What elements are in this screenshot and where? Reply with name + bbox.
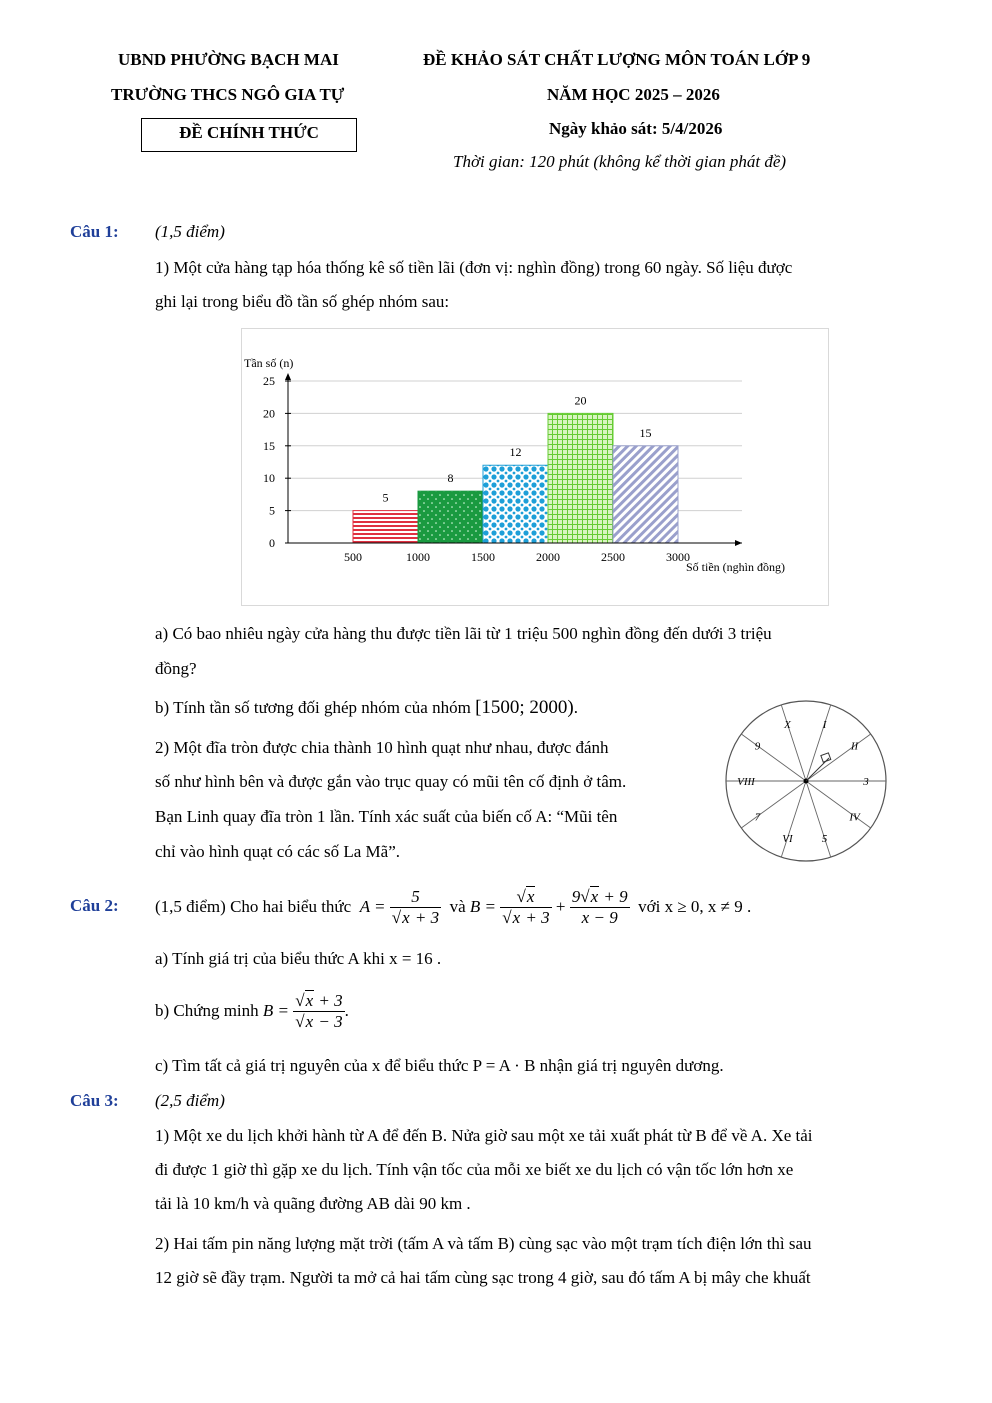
expr-B2-num: 9√x + 9 (571, 886, 628, 906)
exam-duration: Thời gian: 120 phút (không kể thời gian phát đề) (453, 152, 787, 171)
q1-label: Câu 1: (70, 222, 119, 241)
bar-value-label: 8 (447, 471, 454, 486)
spinner-wheel (721, 696, 891, 866)
expr-B-fraction2 (570, 887, 630, 928)
expr-A-fraction (390, 887, 441, 928)
q2-b-lhs: B = (262, 1001, 290, 1020)
q1-part2-line1: 2) Một đĩa tròn được chia thành 10 hình quạt như nhau, được đánh (155, 738, 609, 757)
q2-b-fraction (293, 991, 344, 1032)
wheel-sector-label: 3 (863, 776, 869, 788)
q2-intro: (1,5 điểm) Cho hai biểu thức (155, 897, 352, 916)
bar-value-label: 20 (574, 393, 587, 408)
y-axis-label: Tần số (n) (244, 356, 294, 370)
q2-b-line: b) Chứng minh B = $\frac{√x + 3}{√x - 3}$ . (155, 990, 349, 1031)
q3-part1-line2: đi được 1 giờ thì gặp xe du lịch. Tính vận tốc của mỗi xe biết xe du lịch có vận tốc lớn hơn xe (155, 1160, 794, 1179)
wheel-sector-label: VIII (737, 776, 755, 788)
x-tick-label: 3000 (666, 550, 690, 564)
expr-A-den: √x + 3 (391, 907, 440, 927)
histogram-bar (483, 465, 548, 543)
wheel-sector-label: I (822, 718, 827, 731)
x-axis-arrow-icon (735, 540, 742, 546)
expr-B1-num: √x (500, 887, 551, 908)
expr-B1-den: √x + 3 (502, 907, 550, 927)
q1-part2-line4: chỉ vào hình quạt có các số La Mã”. (155, 842, 400, 861)
wheel-sector-label: X (784, 718, 791, 731)
y-axis-arrow-icon (285, 373, 291, 380)
q1-part1-line1: 1) Một cửa hàng tạp hóa thống kê số tiền lãi (đơn vị: nghìn đồng) trong 60 ngày. Số liệu được (155, 258, 793, 277)
q3-part2-line2: 12 giờ sẽ đầy trạm. Người ta mở cả hai tấm cùng sạc trong 4 giờ, sau đó tấm A bị mây che khuất (155, 1268, 811, 1287)
q1-points: (1,5 điểm) (155, 222, 225, 241)
histogram-bar (353, 511, 418, 543)
wheel-sector-label: 5 (821, 833, 828, 846)
q2-b-den: √x − 3 (295, 1011, 343, 1031)
q3-points: (2,5 điểm) (155, 1091, 225, 1110)
expr-A-num: 5 (390, 887, 441, 908)
q1-a-line2: đồng? (155, 659, 197, 678)
school-district: UBND PHƯỜNG BẠCH MAI (118, 50, 339, 69)
y-tick-label: 10 (263, 471, 275, 486)
histogram-chart (242, 329, 828, 605)
q1-b-interval: [1500; 2000) (475, 697, 574, 718)
bar-value-label: 5 (382, 490, 389, 505)
q1-part2-line3: Bạn Linh quay đĩa tròn 1 lần. Tính xác suất của biến cố A: “Mũi tên (155, 807, 618, 826)
exam-date: Ngày khảo sát: 5/4/2026 (549, 119, 723, 138)
and-word: và (449, 897, 466, 916)
q1-part1-line2: ghi lại trong biểu đồ tần số ghép nhóm sau: (155, 292, 450, 311)
histogram-bar (418, 491, 483, 543)
q1-b-text: b) Tính tần số tương đối ghép nhóm của nhóm (155, 698, 471, 717)
x-axis-label: Số tiền (nghìn đồng) (686, 560, 785, 574)
expr-B-lhs: B = (469, 897, 497, 916)
q2-c: c) Tìm tất cả giá trị nguyên của x để biểu thức P = A · B nhận giá trị nguyên dương. (155, 1056, 724, 1075)
school-year: NĂM HỌC 2025 – 2026 (547, 85, 720, 104)
y-tick-label: 20 (263, 406, 275, 421)
histogram-bar (613, 446, 678, 543)
x-tick-label: 1500 (471, 550, 495, 564)
q3-part1-line3: tải là 10 km/h và quãng đường AB dài 90 km . (155, 1194, 471, 1213)
expr-B2-den: x − 9 (581, 907, 618, 927)
q3-label: Câu 3: (70, 1091, 119, 1110)
wheel-sector-label: II (850, 740, 859, 753)
q3-part2-line1: 2) Hai tấm pin năng lượng mặt trời (tấm A và tấm B) cùng sạc vào một trạm tích điện lớn thì sau (155, 1234, 812, 1253)
q2-b-num: √x + 3 (295, 990, 343, 1010)
q3-part1-line1: 1) Một xe du lịch khởi hành từ A để đến B. Nửa giờ sau một xe tải xuất phát từ B để về A. Xe tải (155, 1126, 813, 1145)
q2-condition: với x ≥ 0, x ≠ 9 . (638, 897, 752, 916)
x-tick-label: 1000 (406, 550, 430, 564)
wheel-sector-label: VI (782, 833, 793, 846)
bar-value-label: 12 (509, 445, 522, 460)
wheel-sector-label: IV (849, 811, 860, 824)
histogram-chart-frame (241, 328, 829, 606)
y-tick-label: 0 (269, 536, 275, 550)
expr-B-fraction1 (500, 887, 551, 928)
official-exam-box: ĐỀ CHÍNH THỨC (141, 118, 357, 152)
bar-value-label: 15 (639, 425, 652, 440)
y-tick-label: 15 (263, 438, 275, 453)
histogram-bar (548, 413, 613, 543)
x-tick-label: 2000 (536, 550, 560, 564)
q1-a-line1: a) Có bao nhiêu ngày cửa hàng thu được tiền lãi từ 1 triệu 500 nghìn đồng đến dưới 3 triệu (155, 624, 772, 643)
y-tick-label: 25 (263, 374, 275, 388)
q2-a: a) Tính giá trị của biểu thức A khi x = 16 . (155, 949, 442, 968)
x-tick-label: 500 (344, 550, 362, 564)
exam-title: ĐỀ KHẢO SÁT CHẤT LƯỢNG MÔN TOÁN LỚP 9 (423, 50, 811, 69)
q2-b-text: b) Chứng minh (155, 1001, 259, 1020)
q2-intro-line: (1,5 điểm) Cho hai biểu thức A = $\frac{5}{√x + 3}$ và B = $\frac{√x}{√x + 3}$ + $\frac{9√x + 9}{x - 9}$ với x ≥ 0, x ≠ 9 . (155, 886, 752, 927)
y-tick-label: 5 (269, 503, 275, 518)
wheel-sector-label: 7 (754, 811, 761, 824)
expr-A-lhs: A = (359, 897, 386, 916)
wheel-sector-label: 9 (754, 740, 761, 753)
q1-b-line: b) Tính tần số tương đối ghép nhóm của nhóm [1500; 2000). (155, 697, 579, 718)
q2-label: Câu 2: (70, 896, 119, 915)
school-name: TRƯỜNG THCS NGÔ GIA TỰ (111, 85, 345, 104)
q1-part2-line2: số như hình bên và được gắn vào trục quay có mũi tên cố định ở tâm. (155, 772, 627, 791)
x-tick-label: 2500 (601, 550, 625, 564)
